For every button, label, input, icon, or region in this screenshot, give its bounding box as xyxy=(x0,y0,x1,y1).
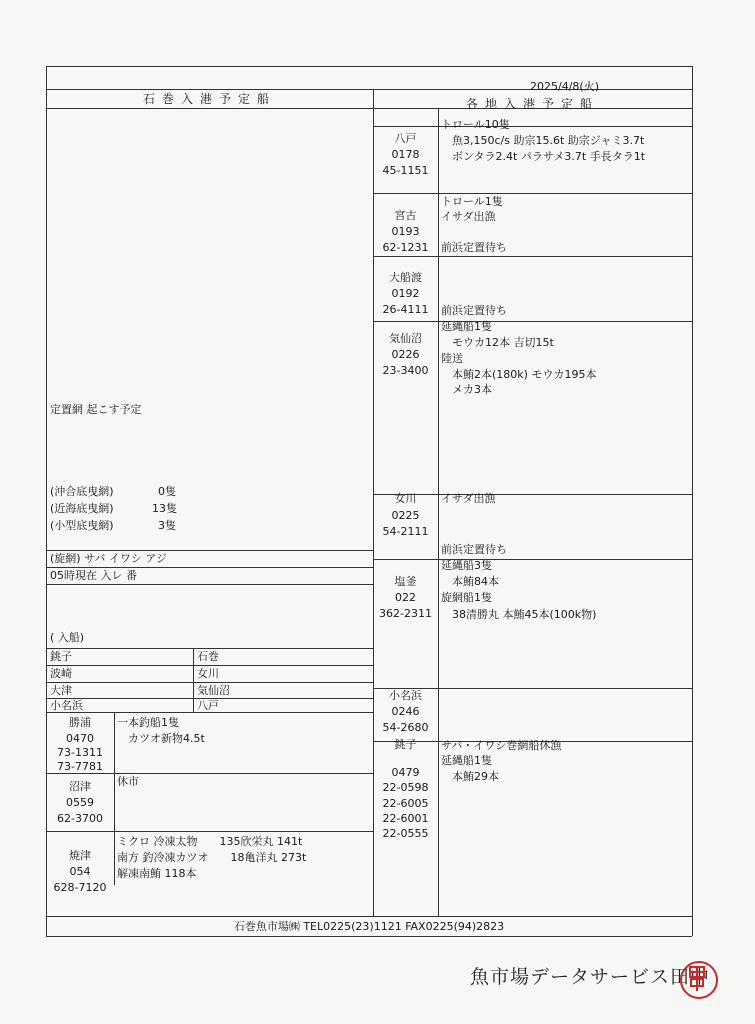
port-phone: 26-4111 xyxy=(382,303,429,316)
port-name: 勝浦 xyxy=(69,716,91,729)
report-line: 本鮪2本(180k) モウカ195本 xyxy=(441,368,597,381)
port-phone: 628-7120 xyxy=(53,881,107,894)
block-line: カツオ新物4.5t xyxy=(117,732,205,745)
port-right: 気仙沼 xyxy=(197,684,230,697)
report-line: イサダ出漁 xyxy=(441,210,496,223)
trawl-count: 0隻 xyxy=(158,485,176,498)
port-name: 塩釜 xyxy=(394,575,417,588)
block-line: 一本釣船1隻 xyxy=(117,716,179,729)
report-line: 本鮪29本 xyxy=(441,770,499,783)
report-line: トロール10隻 xyxy=(441,118,510,131)
block-line: 解凍南鮪 118本 xyxy=(117,867,197,880)
block-line: 休市 xyxy=(117,775,139,788)
port-phone: 0559 xyxy=(66,796,94,809)
report-line: 前浜定置待ち xyxy=(441,304,507,317)
report-table xyxy=(46,66,692,936)
port-phone: 54-2680 xyxy=(382,721,429,734)
senmou-title: (旋網) サバ イワシ アジ xyxy=(50,552,167,565)
port-phone: 62-1231 xyxy=(382,241,429,254)
port-left: 大津 xyxy=(50,684,72,697)
port-name: 大船渡 xyxy=(389,271,422,284)
report-line: 本鮪84本 xyxy=(441,575,499,588)
nyusen-label: ( 入船) xyxy=(50,631,85,644)
trawl-label: (沖合底曳網) xyxy=(50,485,114,498)
port-name: 銚子 xyxy=(394,738,417,751)
port-phone: 45-1151 xyxy=(382,164,429,177)
port-phone: 73-7781 xyxy=(57,760,103,773)
port-phone: 22-6001 xyxy=(382,812,429,825)
port-name: 小名浜 xyxy=(389,689,422,702)
port-phone: 0470 xyxy=(66,732,94,745)
port-phone: 0178 xyxy=(391,148,420,161)
footer-contact: 石巻魚市場㈱ TEL0225(23)1121 FAX0225(94)2823 xyxy=(233,920,505,933)
seal-stamp xyxy=(680,961,718,999)
block-line: ミクロ 冷凍太物 135欣栄丸 141t xyxy=(117,835,303,848)
report-line: ボンタラ2.4t パラサメ3.7t 手長タラ1t xyxy=(441,150,646,163)
report-line: メカ3本 xyxy=(441,383,492,396)
report-line: 旋網船1隻 xyxy=(441,591,492,604)
port-right: 女川 xyxy=(197,667,219,680)
trawl-count: 3隻 xyxy=(158,519,176,532)
report-line: 延縄船1隻 xyxy=(441,754,492,767)
trawl-label: (近海底曳網) xyxy=(50,502,114,515)
port-phone: 022 xyxy=(395,591,416,604)
report-line: 魚3,150c/s 助宗15.6t 助宗ジャミ3.7t xyxy=(441,134,645,147)
trawl-label: (小型底曳網) xyxy=(50,519,114,532)
report-line: 前浜定置待ち xyxy=(441,241,507,254)
report-line: トロール1隻 xyxy=(441,195,503,208)
port-left: 波崎 xyxy=(50,667,72,680)
port-phone: 0192 xyxy=(391,287,420,300)
port-name: 沼津 xyxy=(69,780,91,793)
right-header: 各地入港予定船 xyxy=(465,97,599,111)
port-phone: 0479 xyxy=(391,766,420,779)
port-name: 八戸 xyxy=(394,132,417,145)
port-phone: 0246 xyxy=(391,705,420,718)
port-name: 焼津 xyxy=(69,849,91,862)
port-phone: 054 xyxy=(69,865,91,878)
port-left: 小名浜 xyxy=(50,699,83,712)
port-phone: 62-3700 xyxy=(57,812,103,825)
block-line: 南方 釣冷凍カツオ 18亀洋丸 273t xyxy=(117,851,307,864)
port-name: 女川 xyxy=(394,492,417,505)
report-line: 延縄船1隻 xyxy=(441,320,492,333)
report-line: 延縄船3隻 xyxy=(441,559,492,572)
signature: 魚市場データサービス田中 xyxy=(470,966,711,988)
report-date: 2025/4/8(火) xyxy=(530,80,599,93)
trawl-count: 13隻 xyxy=(152,502,177,515)
port-right: 八戸 xyxy=(197,699,219,712)
port-phone: 73-1311 xyxy=(57,746,103,759)
port-right: 石巻 xyxy=(197,650,219,663)
report-line: イサダ出漁 xyxy=(441,492,496,505)
port-phone: 23-3400 xyxy=(382,364,429,377)
report-line: 前浜定置待ち xyxy=(441,543,507,556)
port-phone: 54-2111 xyxy=(382,525,429,538)
port-name: 気仙沼 xyxy=(389,332,422,345)
port-phone: 0226 xyxy=(391,348,420,361)
port-phone: 0193 xyxy=(391,225,420,238)
report-line: モウカ12本 吉切15t xyxy=(441,336,554,349)
port-name: 宮古 xyxy=(394,209,417,222)
left-header: 石巻入港予定船 xyxy=(142,92,276,106)
port-phone: 362-2311 xyxy=(379,607,432,620)
port-phone: 22-0598 xyxy=(382,781,429,794)
port-phone: 0225 xyxy=(391,509,420,522)
report-line: サバ・イワシ巻網船休漁 xyxy=(441,739,562,752)
senmou-time: 05時現在 入レ 番 xyxy=(50,569,137,582)
report-line: 38清勝丸 本鮪45本(100k物) xyxy=(441,608,597,621)
teichi-label: 定置網 起こす予定 xyxy=(50,403,142,416)
port-phone: 22-0555 xyxy=(382,827,429,840)
report-line: 陸送 xyxy=(441,352,463,365)
port-left: 銚子 xyxy=(50,650,72,663)
port-phone: 22-6005 xyxy=(382,797,429,810)
